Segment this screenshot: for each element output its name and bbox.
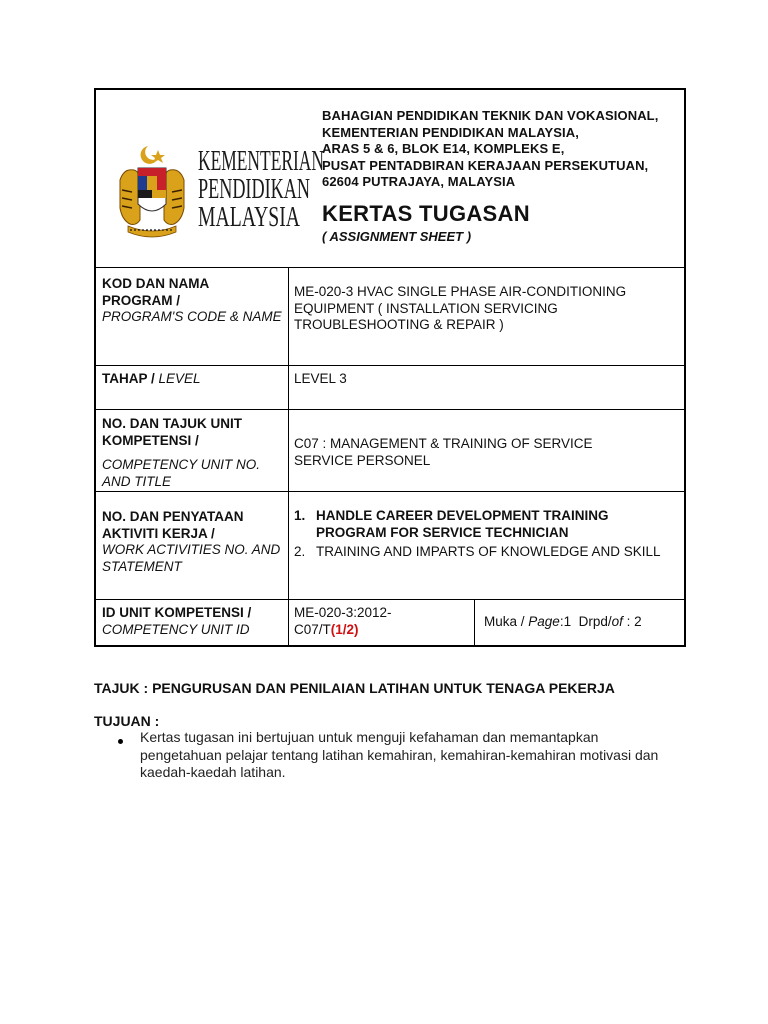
page-total: : 2 [626,614,642,629]
address-line: PUSAT PENTADBIRAN KERAJAAN PERSEKUTUAN, [322,157,649,173]
address-line: 62604 PUTRAJAYA, MALAYSIA [322,174,516,189]
topic-heading: TAJUK : PENGURUSAN DAN PENILAIAN LATIHAN UNTUK TENAGA PEKERJA [94,680,615,696]
row-divider [96,599,684,600]
logo-wordmark [198,146,324,233]
row-divider [96,491,684,492]
unit-id-label [102,605,282,638]
column-divider [288,267,289,647]
logo-text-line1: KEMENTERIAN [198,146,324,177]
activities-label [102,509,282,575]
bullet-icon [116,737,126,747]
program-label-ms: KOD DAN NAMA PROGRAM / [102,276,209,308]
page-label-en: Page [528,614,560,629]
logo-text-line2: PENDIDIKAN [198,174,310,205]
document-title: KERTAS TUGASAN [322,201,530,226]
logo-text-line3: MALAYSIA [198,202,301,233]
page-indicator [484,614,642,631]
unit-id-part: (1/2) [330,621,359,637]
page-label-ms: Muka / [484,614,525,629]
purpose-label: TUJUAN : [94,713,160,729]
unit-label-en: COMPETENCY UNIT NO. AND TITLE [102,457,261,489]
level-value: LEVEL 3 [294,371,347,386]
activities-label-ms: NO. DAN PENYATAAN AKTIVITI KERJA / [102,509,244,541]
row-divider [96,365,684,366]
activity-number: 2. [294,544,306,559]
of-label-en: of [611,614,623,629]
unit-id-value [294,605,424,638]
page-number: :1 [559,614,572,629]
unit-value: C07 : MANAGEMENT & TRAINING OF SERVICE SERVICE PERSONEL [294,436,593,468]
row-divider [96,267,684,268]
activity-number: 1. [294,508,306,523]
activity-item-1 [294,508,679,541]
address-line: BAHAGIAN PENDIDIKAN TEKNIK DAN VOKASIONAL, [322,108,659,123]
program-value: ME-020-3 HVAC SINGLE PHASE AIR-CONDITIONING EQUIPMENT ( INSTALLATION SERVICING TROUBLESHOOTING & REPAIR ) [294,284,627,332]
level-label-ms: TAHAP / [102,371,155,386]
activity-item-2 [294,542,679,562]
agency-address [322,108,658,191]
address-line: ARAS 5 & 6, BLOK E14, KOMPLEKS E, [322,141,565,156]
of-label-ms: Drpd/ [578,614,612,629]
program-label [102,276,282,326]
unit-id-main: ME-020-3:2012-C07/T [294,605,392,637]
purpose-text: Kertas tugasan ini bertujuan untuk menguji kefahaman dan memantapkan pengetahuan pelajar tentang latihan kemahiran, kemahiran-kemahiran motivasi dan kaedah-kaedah latihan. [140,729,659,780]
program-label-en: PROGRAM'S CODE & NAME [102,309,282,324]
page-cell-divider [474,599,475,647]
activity-text: HANDLE CAREER DEVELOPMENT TRAINING PROGRAM FOR SERVICE TECHNICIAN [316,508,609,540]
unit-id-label-en: COMPETENCY UNIT ID [102,621,250,637]
coat-of-arms-icon [120,146,184,237]
document-subtitle: ( ASSIGNMENT SHEET ) [322,229,472,244]
activity-text: TRAINING AND IMPARTS OF KNOWLEDGE AND SKILL [316,544,661,559]
row-divider [96,409,684,410]
unit-label [102,416,282,490]
assignment-sheet-table [94,88,686,647]
kementerian-pendidikan-logo [114,140,324,250]
address-line: KEMENTERIAN PENDIDIKAN MALAYSIA, [322,124,579,140]
unit-label-ms: NO. DAN TAJUK UNIT KOMPETENSI / [102,416,242,448]
activities-label-en: WORK ACTIVITIES NO. AND STATEMENT [102,542,281,574]
level-label [102,371,282,388]
unit-id-label-ms: ID UNIT KOMPETENSI / [102,605,252,620]
level-label-en: LEVEL [158,371,201,386]
